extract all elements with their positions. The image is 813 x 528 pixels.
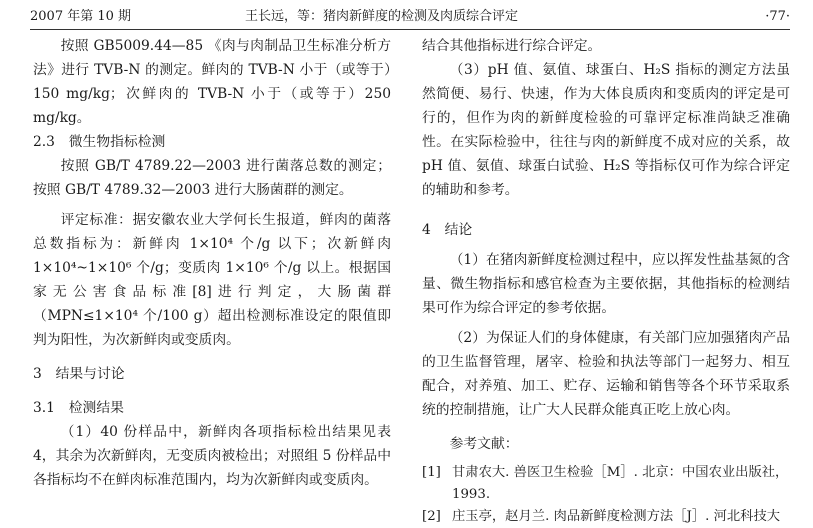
conclusion-1-paragraph: （1）在猪肉新鲜度检测过程中，应以挥发性盐基氮的含量、微生物指标和感官检查为主要依据，其他指标的检测结果可作为综合评定的参考依据。 [422,252,790,316]
running-title: 王长远，等：猪肉新鲜度的检测及肉质综合评定 [245,9,519,24]
section-3-1-heading: 3.1 检测结果 [33,400,124,416]
page-header [30,6,790,28]
criteria-paragraph: 评定标准：据安徽农业大学何长生报道，鲜肉的菌落总数指标为：新鲜肉 1×10⁴ 个/g 以下；次新鲜肉 1×10⁴~1×10⁶ 个/g；变质肉 1×10⁶ 个/g 以上。根据国家无公害食品标准[8]进行判定，大肠菌群（MPN≤1×10⁴ 个/100 g）超出检测标准设定的限值即判为阳性，为次新鲜肉或变质肉。 [33,212,391,348]
reference-text: 甘肃农大. 兽医卫生检验［M］. 北京：中国农业出版社，1993. [452,465,789,502]
journal-issue: 2007 年第 10 期 [30,9,132,24]
header-rule [30,29,790,30]
section-2-3-heading: 2.3 微生物指标检测 [33,134,166,150]
microbe-method-paragraph: 按照 GB/T 4789.22—2003 进行菌落总数的测定；按照 GB/T 4789.32—2003 进行大肠菌群的测定。 [33,158,391,198]
reference-item [422,462,790,506]
page-number: ·77· [765,9,790,24]
section-3-heading: 3 结果与讨论 [33,366,125,382]
reference-item [422,506,790,528]
conclusion-2-paragraph: （2）为保证人们的身体健康，有关部门应加强猪肉产品的卫生监督管理，屠宰、检验和执法等部门一起努力、相互配合，对养殖、加工、贮存、运输和销售等各个环节采取系统的控制措施，让广大人民群众能真正吃上放心肉。 [422,330,790,418]
reference-text: 庄玉亭，赵月兰. 肉品新鲜度检测方法［J］. 河北科技大 [452,509,781,524]
continued-paragraph: 结合其他指标进行综合评定。 [422,38,602,54]
tvbn-method-paragraph: 按照 GB5009.44—85 《肉与肉制品卫生标准分析方法》进行 TVB-N 的测定。鲜肉的 TVB-N 小于（或等于）150 mg/kg；次鲜肉的 TVB-N 小于（或等于）250 mg/kg。 [33,38,391,126]
section-4-heading: 4 结论 [422,222,473,238]
references-title: 参考文献： [449,436,519,452]
right-column [422,34,790,528]
left-column [33,34,391,492]
ph-ammonia-paragraph: （3）pH 值、氨值、球蛋白、H₂S 指标的测定方法虽然简便、易行、快速，作为大体良质肉和变质肉的评定是可行的，但作为肉的新鲜度检验的可靠评定标准尚缺乏准确性。在实际检验中，往往与肉的新鲜度不成对应的关系，故 pH 值、氨值、球蛋白试验、H₂S 等指标仅可作为综合评定的辅助和参考。 [422,62,790,198]
reference-number: [2] [422,509,441,524]
reference-number: [1] [422,465,441,480]
results-paragraph: （1）40 份样品中，新鲜肉各项指标检出结果见表 4，其余为次新鲜肉，无变质肉被检出；对照组 5 份样品中各指标均不在鲜肉标准范围内，均为次新鲜肉或变质肉。 [33,424,391,488]
